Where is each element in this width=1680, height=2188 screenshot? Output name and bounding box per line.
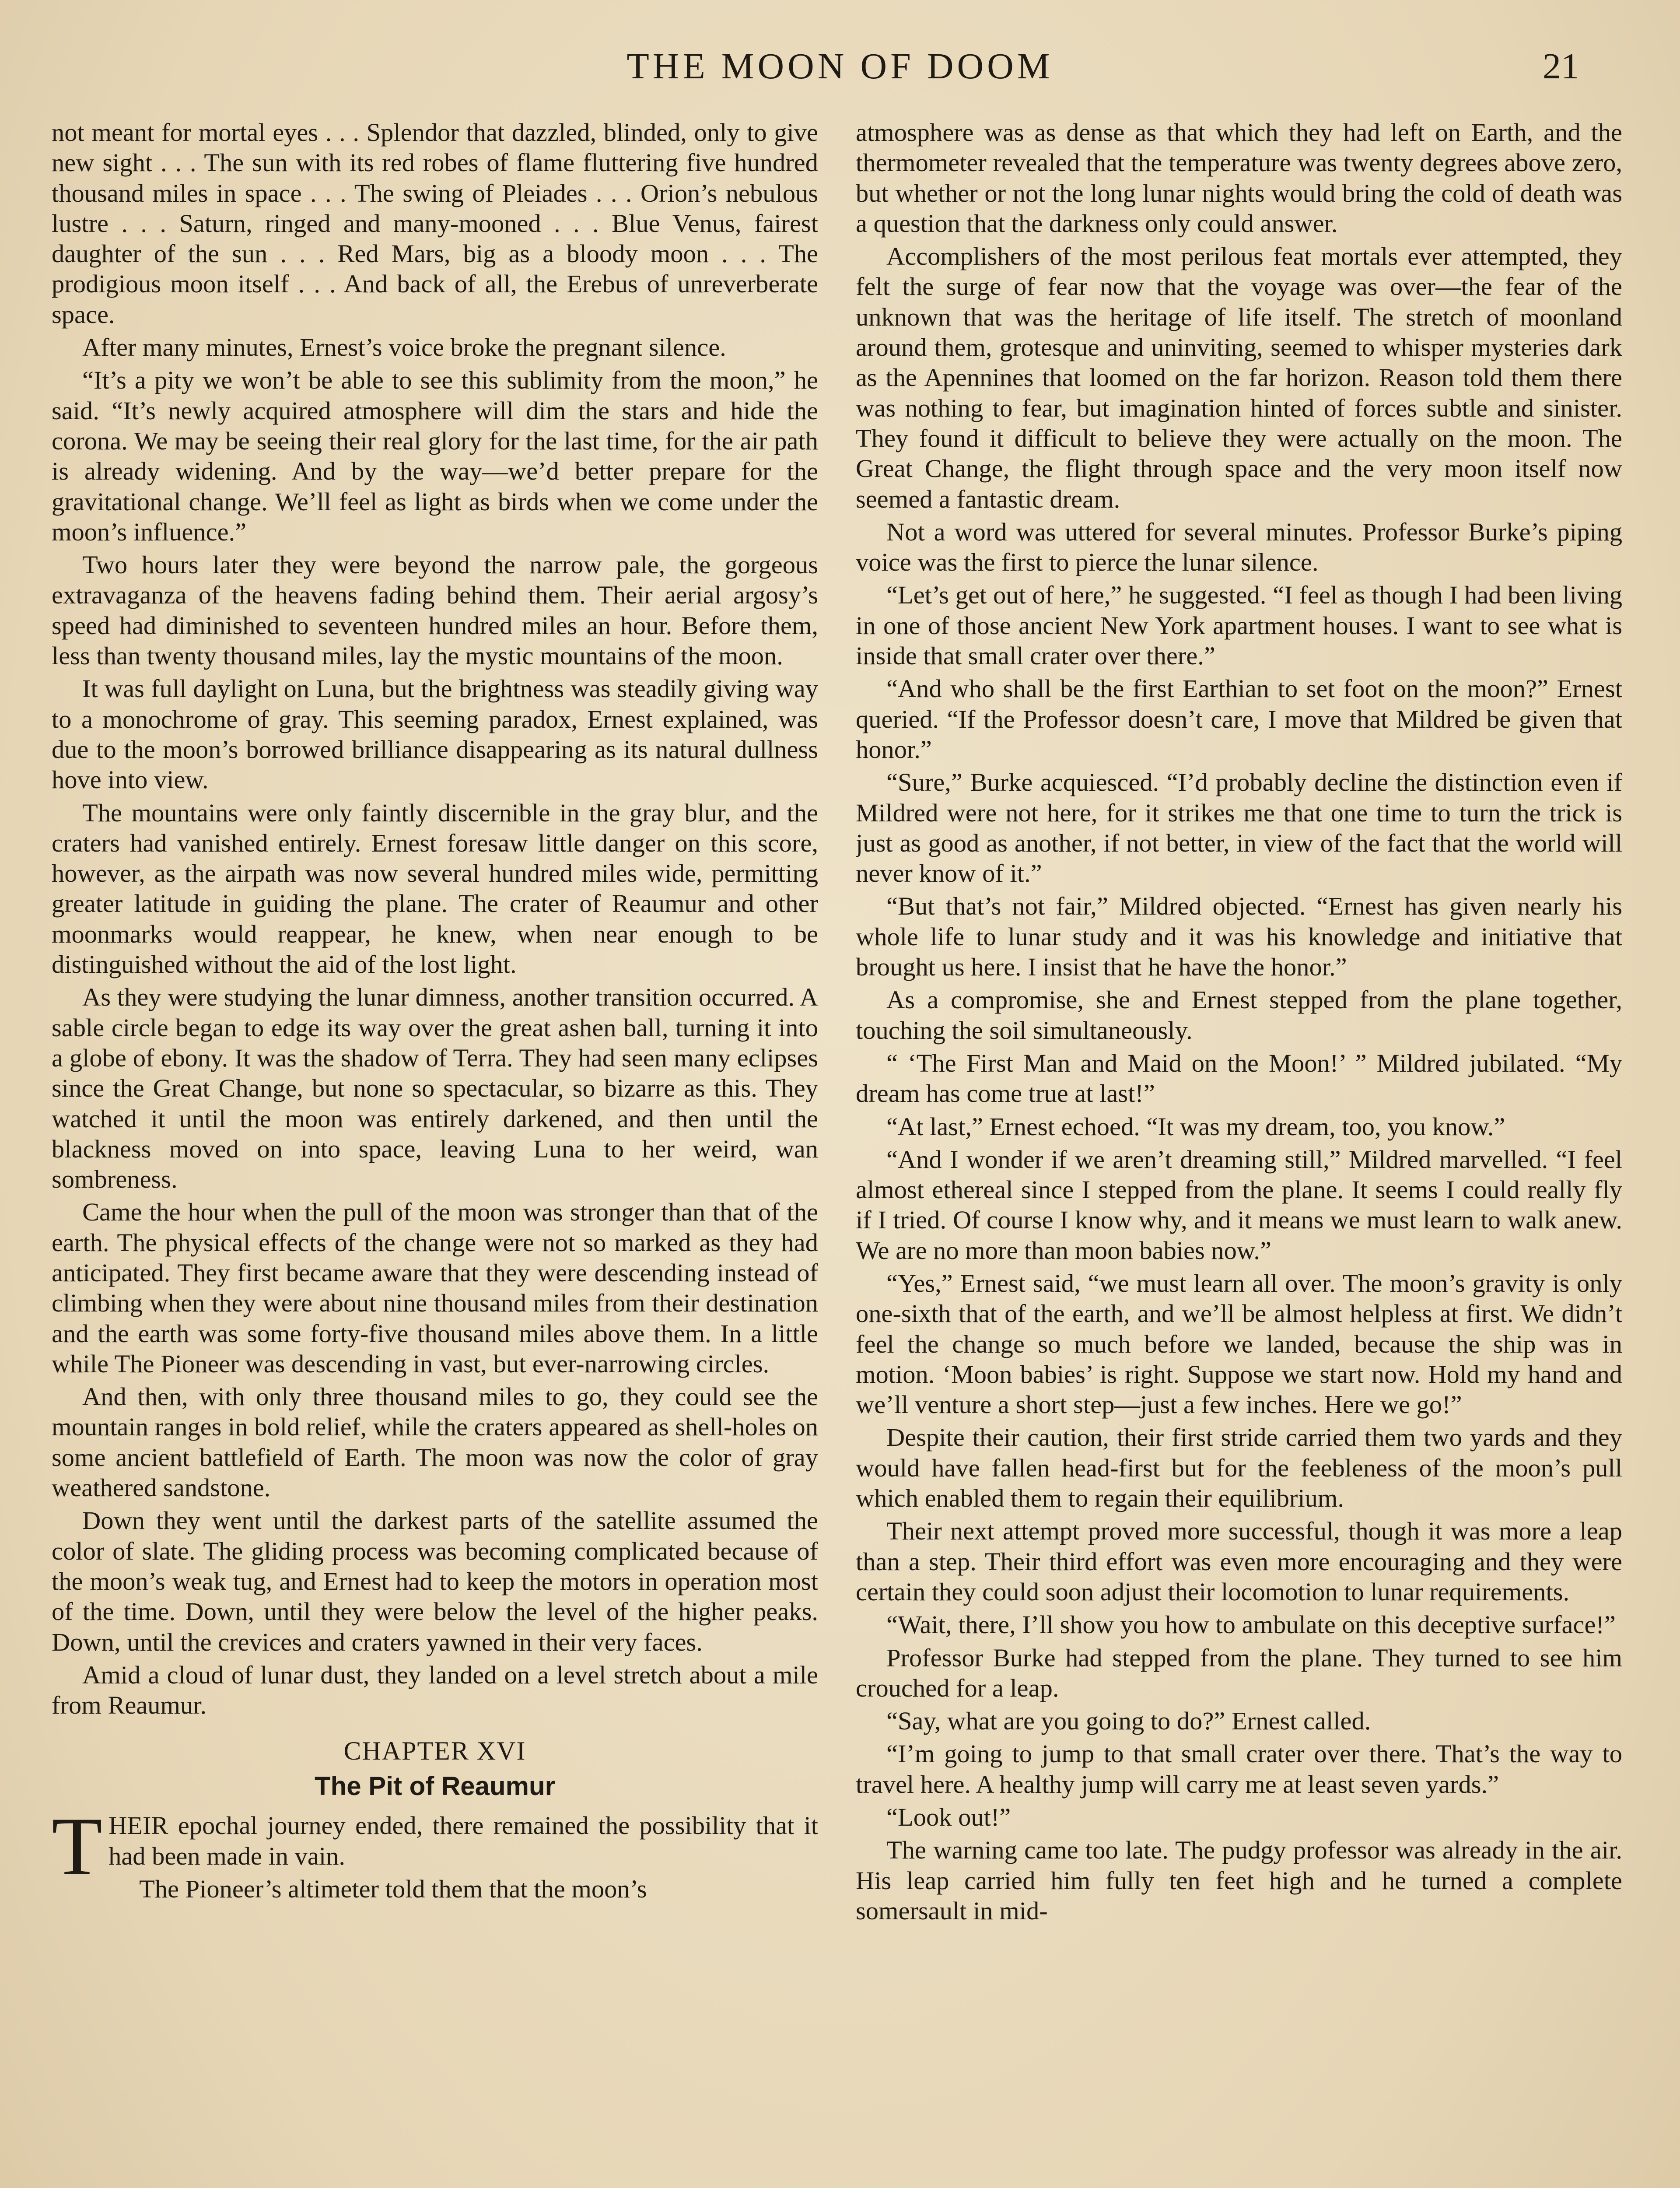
paragraph: Down they went until the darkest parts of the satellite assumed the color of slate. The gliding process was becoming complicated because of the moon’s weak tug, and Ernest had to keep the motors in operation most of the time. Down, until they were below the level of the higher peaks. Down, until the crevices and craters yawned in their very faces. <box>52 1506 818 1656</box>
paragraph: Amid a cloud of lunar dust, they landed on a level stretch about a mile from Reaumur. <box>52 1660 818 1720</box>
paragraph: Accomplishers of the most perilous feat mortals ever attempted, they felt the surge of fear now that the voyage was over—the fear of the unknown that was the heritage of life itself. The stretch of moonland around them, grotesque and uninviting, seemed to whisper mysteries dark as the Apennines that loomed on the far horizon. Reason told them there was nothing to fear, but imagination hinted of forces subtle and sinister. They found it difficult to believe they were actually on the moon. The Great Change, the flight through space and the very moon itself now seemed a fantastic dream. <box>856 242 1622 513</box>
paragraph: not meant for mortal eyes . . . Splendor that dazzled, blinded, only to give new sight . . . The sun with its red robes of flame fluttering five hundred thousand miles in space . . . The swing of Pleiades . . . Orion’s nebulous lustre . . . Saturn, ringed and many-mooned . . . Blue Venus, fairest daughter of the sun . . . Red Mars, big as a bloody moon . . . The prodigious moon itself . . . And back of all, the Erebus of unreverberate space. <box>52 118 818 329</box>
paragraph: “At last,” Ernest echoed. “It was my dream, too, you know.” <box>886 1112 1505 1141</box>
paragraph: “It’s a pity we won’t be able to see this sublimity from the moon,” he said. “It’s newly acquired atmosphere will dim the stars and hide the corona. We may be seeing their real glory for the last time, for the air path is already widening. And by the way—we’d better prepare for the gravitational change. We’ll feel as light as birds when we come under the moon’s influence.” <box>52 366 818 546</box>
paragraph: Professor Burke had stepped from the plane. They turned to see him crouched for a leap. <box>856 1643 1622 1702</box>
paragraph: The Pioneer’s altimeter told them that the moon’s <box>139 1875 647 1904</box>
paragraph: The mountains were only faintly discernible in the gray blur, and the craters had vanished entirely. Ernest foresaw little danger on this score, however, as the airpath was now several hundred miles wide, permitting greater latitude in guiding the plane. The crater of Reaumur and other moonmarks would reappear, he knew, when near enough to be distinguished without the aid of the lost light. <box>52 798 818 979</box>
left-column <box>52 117 818 2188</box>
right-column <box>856 117 1622 2188</box>
chapter-number: CHAPTER XVI <box>343 1736 526 1766</box>
page-number: 21 <box>1543 46 1579 87</box>
paragraph: Their next attempt proved more successful, though it was more a leap than a step. Their third effort was even more encouraging and they were certain they could soon adjust their locomotion to lunar requirements. <box>856 1517 1622 1606</box>
paragraph: “Sure,” Burke acquiesced. “I’d probably decline the distinction even if Mildred were not here, for it strikes me that one time to turn the trick is just as good as another, if not better, in view of the fact that the world will never know of it.” <box>856 768 1622 888</box>
paragraph: “ ‘The First Man and Maid on the Moon!’ ” Mildred jubilated. “My dream has come true at last!” <box>856 1048 1622 1108</box>
page-header <box>48 40 1632 93</box>
chapter-opening-text: epochal journey ended, there remained the possibility that it had been made in vain. <box>108 1811 818 1870</box>
paragraph: After many minutes, Ernest’s voice broke the pregnant silence. <box>82 333 726 362</box>
paragraph: “And who shall be the first Earthian to set foot on the moon?” Ernest queried. “If the Professor doesn’t care, I move that Mildred be given that honor.” <box>856 674 1622 764</box>
paragraph: “And I wonder if we aren’t dreaming still,” Mildred marvelled. “I feel almost ethereal since I stepped from the plane. It seems I could really fly if I tried. Of course I know why, and it means we must learn to walk anew. We are no more than moon babies now.” <box>856 1145 1622 1265</box>
paragraph: Despite their caution, their first stride carried them two yards and they would have fallen head-first but for the feebleness of the moon’s pull which enabled them to regain their equilibrium. <box>856 1423 1622 1513</box>
paragraph: Came the hour when the pull of the moon was stronger than that of the earth. The physical effects of the change were not so marked as they had anticipated. They first became aware that they were descending instead of climbing when they were about nine thousand miles from their destination and the earth was some forty-five thousand miles above them. In a little while The Pioneer was descending in vast, but ever-narrowing circles. <box>52 1198 818 1378</box>
paragraph: The warning came too late. The pudgy professor was already in the air. His leap carried him fully ten feet high and he turned a complete somersault in mid- <box>856 1836 1622 1925</box>
running-title: THE MOON OF DOOM <box>626 46 1054 87</box>
paragraph: “But that’s not fair,” Mildred objected. “Ernest has given nearly his whole life to lunar study and it was his knowledge and initiative that brought us here. I insist that he have the honor.” <box>856 892 1622 982</box>
paragraph: “Say, what are you going to do?” Ernest called. <box>886 1707 1371 1736</box>
paragraph: “I’m going to jump to that small crater over there. That’s the way to travel here. A healthy jump will carry me at least seven yards.” <box>856 1739 1622 1799</box>
paragraph: atmosphere was as dense as that which they had left on Earth, and the thermometer revealed that the temperature was twenty degrees above zero, but whether or not the long lunar nights would bring the cold of death was a question that the darkness only could answer. <box>856 118 1622 238</box>
paragraph: “Wait, there, I’ll show you how to ambulate on this deceptive surface!” <box>886 1610 1616 1639</box>
drop-cap-word: HEIR <box>108 1811 168 1840</box>
paragraph: Not a word was uttered for several minutes. Professor Burke’s piping voice was the first to pierce the lunar silence. <box>856 517 1622 577</box>
paragraph: “Look out!” <box>886 1803 1011 1832</box>
paragraph: Two hours later they were beyond the narrow pale, the gorgeous extravaganza of the heavens fading behind them. Their aerial argosy’s speed had diminished to seventeen hundred miles an hour. Before them, less than twenty thousand miles, lay the mystic mountains of the moon. <box>52 551 818 670</box>
paragraph: And then, with only three thousand miles to go, they could see the mountain ranges in bold relief, while the craters appeared as shell-holes on some ancient battlefield of Earth. The moon was now the color of gray weathered sandstone. <box>52 1382 818 1502</box>
paragraph: It was full daylight on Luna, but the brightness was steadily giving way to a monochrome of gray. This seeming paradox, Ernest explained, was due to the moon’s borrowed brilliance disappearing as its natural dullness hove into view. <box>52 674 818 794</box>
text-columns <box>52 117 1622 2188</box>
chapter-heading <box>52 1733 818 1804</box>
drop-cap: T <box>52 1801 103 1893</box>
paragraph: “Yes,” Ernest said, “we must learn all over. The moon’s gravity is only one-sixth that of the earth, and we’ll be almost helpless at first. We didn’t feel the change so much before we landed, because the ship was in motion. ‘Moon babies’ is right. Suppose we start now. Hold my hand and we’ll venture a short step—just a few inches. Here we go!” <box>856 1269 1622 1419</box>
paragraph: As they were studying the lunar dimness, another transition occurred. A sable circle began to edge its way over the great ashen ball, turning it into a globe of ebony. It was the shadow of Terra. They had seen many eclipses since the Great Change, but none so spectacular, so bizarre as this. They watched it until the moon was entirely darkened, and then until the blackness moved on into space, leaving Luna to her weird, wan sombreness. <box>52 983 818 1194</box>
paragraph: As a compromise, she and Ernest stepped from the plane together, touching the soil simultaneously. <box>856 985 1622 1045</box>
paragraph: “Let’s get out of here,” he suggested. “I feel as though I had been living in one of those ancient New York apartment houses. I want to see what is inside that small crater over there.” <box>856 581 1622 670</box>
chapter-title: The Pit of Reaumur <box>314 1771 556 1801</box>
